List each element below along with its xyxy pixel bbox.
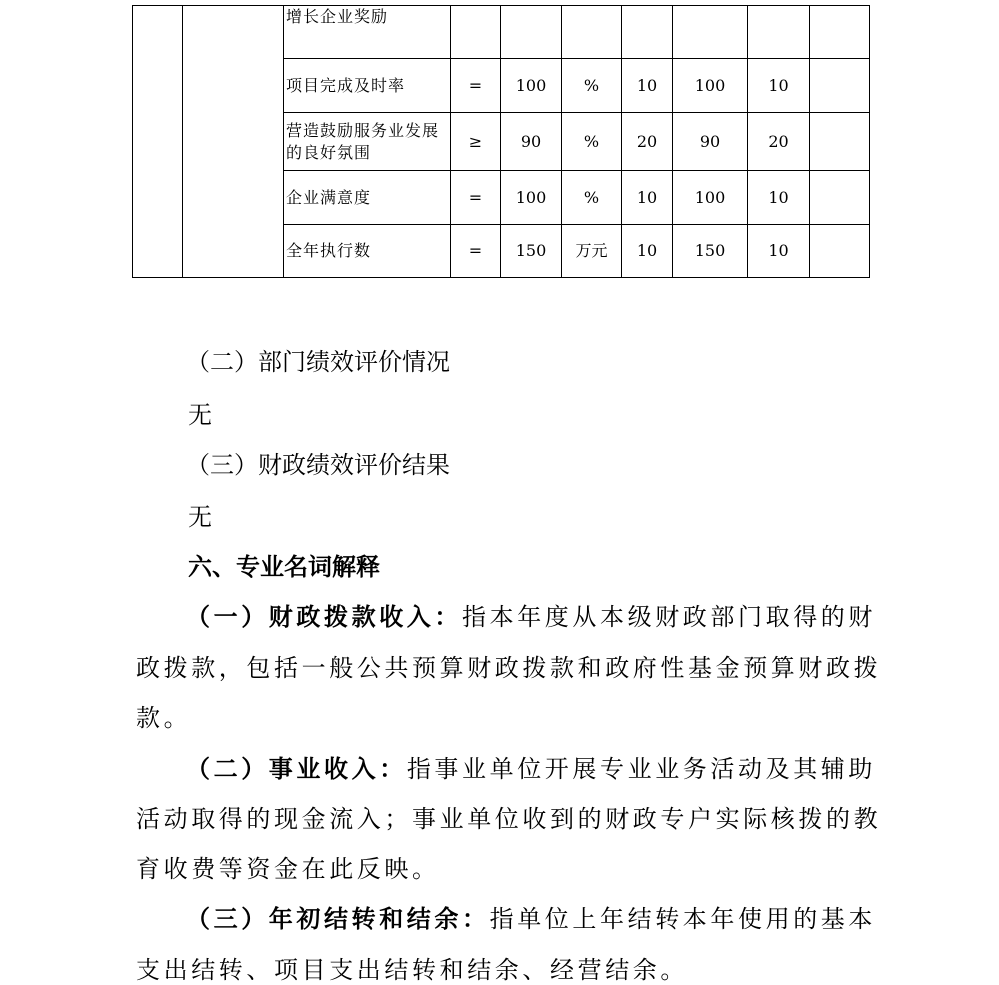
cell-weight: 20 — [622, 113, 673, 171]
cell-weight: 10 — [622, 171, 673, 225]
term-1-line-1 — [186, 597, 876, 632]
cell-score: 10 — [748, 59, 810, 113]
cell-name: 全年执行数 — [284, 225, 451, 278]
cell-note — [810, 59, 870, 113]
cell-actual: 100 — [673, 59, 748, 113]
cell-op: = — [451, 59, 501, 113]
cell-op: = — [451, 225, 501, 278]
dept-eval-heading: （二）部门绩效评价情况 — [186, 348, 450, 376]
cell-target: 100 — [501, 59, 562, 113]
section-six-heading: 六、专业名词解释 — [188, 553, 380, 581]
cell-op: ≥ — [451, 113, 501, 171]
cell-note — [810, 113, 870, 171]
term-1-text: 指本年度从本级财政部门取得的财 — [462, 603, 876, 631]
cell-name: 项目完成及时率 — [284, 59, 451, 113]
cell-target — [501, 6, 562, 59]
term-1-label: （一）财政拨款收入： — [186, 602, 462, 631]
finance-eval-body: 无 — [188, 503, 212, 531]
cell-weight: 10 — [622, 59, 673, 113]
finance-eval-heading: （三）财政绩效评价结果 — [186, 451, 450, 479]
cell-score: 20 — [748, 113, 810, 171]
cell-op: = — [451, 171, 501, 225]
term-3-line-1 — [186, 899, 876, 934]
cell-target: 150 — [501, 225, 562, 278]
term-2-line-3: 育收费等资金在此反映。 — [136, 855, 440, 883]
cell-name: 增长企业奖励 — [284, 6, 451, 59]
cell-actual: 100 — [673, 171, 748, 225]
cell-score: 10 — [748, 171, 810, 225]
performance-table-body — [133, 6, 921, 278]
cell-name: 企业满意度 — [284, 171, 451, 225]
cell-name: 营造鼓励服务业发展的良好氛围 — [284, 113, 451, 171]
cell-unit: % — [562, 171, 622, 225]
cell-score: 10 — [748, 225, 810, 278]
term-3-label: （三）年初结转和结余： — [186, 904, 490, 933]
cell-note — [810, 225, 870, 278]
term-2-label: （二）事业收入： — [186, 754, 407, 783]
cell-target: 100 — [501, 171, 562, 225]
cell-unit: % — [562, 59, 622, 113]
table-row — [133, 6, 921, 59]
dept-eval-body: 无 — [188, 401, 212, 429]
term-2-line-2: 活动取得的现金流入；事业单位收到的财政专户实际核拨的教 — [136, 805, 882, 833]
cell-note — [810, 171, 870, 225]
cell-unit: % — [562, 113, 622, 171]
table-col-a — [133, 6, 183, 278]
cell-op — [451, 6, 501, 59]
term-1-line-3: 款。 — [136, 704, 192, 732]
cell-unit: 万元 — [562, 225, 622, 278]
term-2-line-1 — [186, 749, 876, 784]
cell-note — [810, 6, 870, 59]
cell-unit — [562, 6, 622, 59]
cell-weight: 10 — [622, 225, 673, 278]
cell-actual: 90 — [673, 113, 748, 171]
term-2-text: 指事业单位开展专业业务活动及其辅助 — [406, 755, 877, 783]
table-col-b — [183, 6, 284, 278]
term-1-line-2: 政拨款，包括一般公共预算财政拨款和政府性基金预算财政拨 — [136, 654, 882, 682]
cell-score — [748, 6, 810, 59]
cell-actual: 150 — [673, 225, 748, 278]
cell-actual — [673, 6, 748, 59]
performance-table — [132, 5, 921, 278]
term-3-text: 指单位上年结转本年使用的基本 — [489, 905, 877, 933]
cell-target: 90 — [501, 113, 562, 171]
cell-weight — [622, 6, 673, 59]
term-3-line-2: 支出结转、项目支出结转和结余、经营结余。 — [136, 956, 688, 984]
